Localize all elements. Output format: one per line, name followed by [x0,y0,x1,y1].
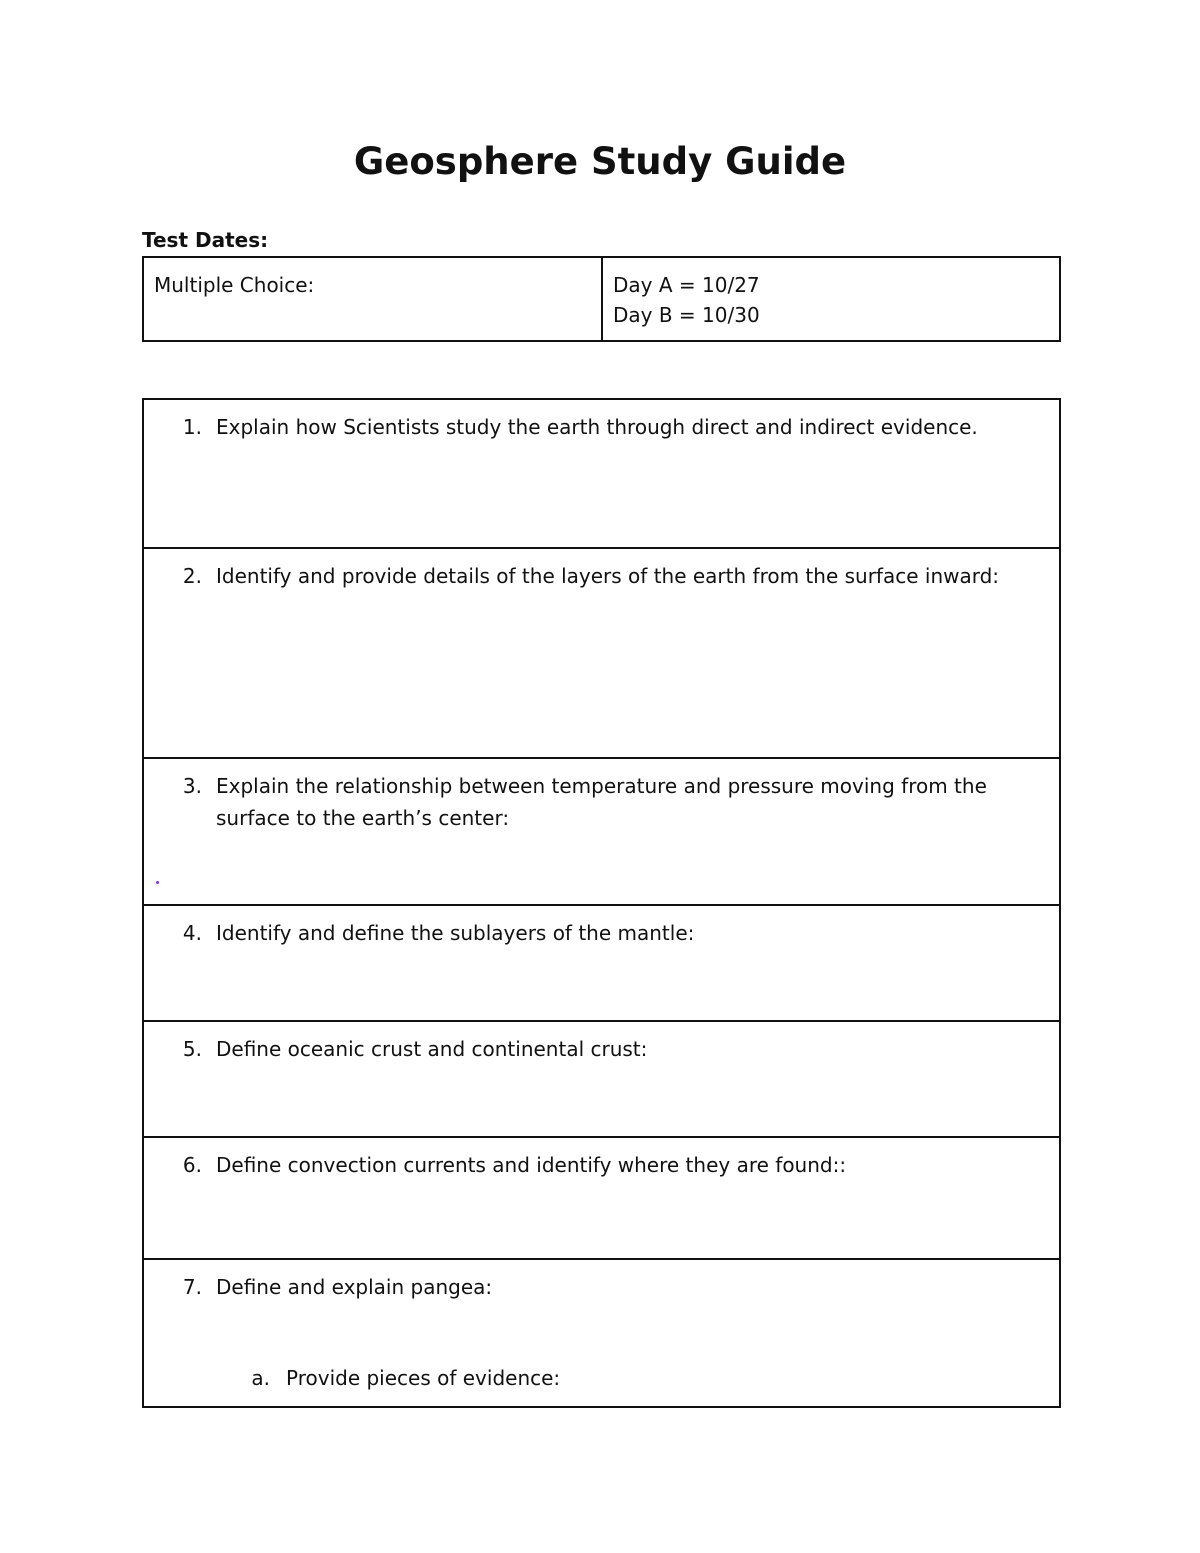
questions-table [142,398,1061,1408]
question-row-6 [144,1138,1059,1260]
day-b-date: Day B = 10/30 [613,303,760,327]
multiple-choice-cell: Multiple Choice: [144,258,603,340]
question-row-7 [144,1260,1059,1406]
page-title: Geosphere Study Guide [353,140,847,183]
question-text: Explain how Scientists study the earth through direct and indirect evidence. [216,415,978,439]
question-row-3 [144,759,1059,906]
question-text: Define and explain pangea: [216,1275,493,1299]
question-text: Identify and define the sublayers of the mantle: [216,921,695,945]
question-row-1 [144,400,1059,549]
sub-question [144,1362,1059,1394]
question-number: 7. [182,1275,202,1299]
question-row-5 [144,1022,1059,1138]
day-a-date: Day A = 10/27 [613,273,760,297]
question-number: 3. [182,774,202,798]
question-number: 6. [182,1153,202,1177]
question-row-4 [144,906,1059,1022]
question-text: Identify and provide details of the layers of the earth from the surface inward: [216,564,1000,588]
test-dates-table [142,256,1061,342]
test-dates-label: Test Dates: [142,228,269,252]
sub-question-letter: a. [251,1366,270,1390]
question-number: 1. [182,415,202,439]
question-number: 4. [182,921,202,945]
sub-question-text: Provide pieces of evidence: [286,1366,561,1390]
question-text: Define convection currents and identify where they are found:: [216,1153,847,1177]
question-text: Explain the relationship between temperature and pressure moving from the surface to the earth’s center: [216,774,987,830]
question-row-2 [144,549,1059,759]
stray-ink-mark [156,881,159,884]
test-days-cell [603,258,1059,340]
question-text: Define oceanic crust and continental crust: [216,1037,648,1061]
question-number: 2. [182,564,202,588]
question-number: 5. [182,1037,202,1061]
